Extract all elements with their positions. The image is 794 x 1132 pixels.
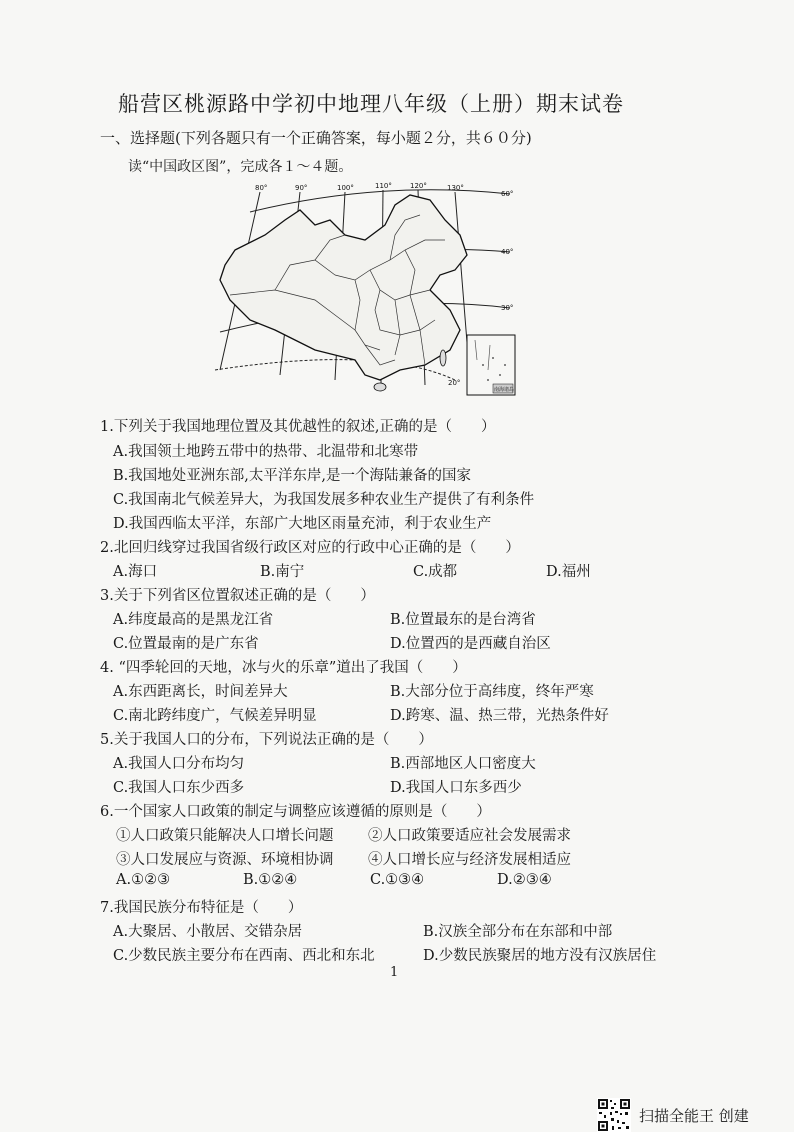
china-political-map <box>205 180 535 400</box>
question-2-option-b: B.南宁 <box>260 564 305 580</box>
question-6-statement-1: ①人口政策只能解决人口增长问题 <box>116 828 334 844</box>
question-5-option-b: B.西部地区人口密度大 <box>390 756 536 772</box>
question-6-statement-3: ③人口发展应与资源、环境相协调 <box>116 852 334 868</box>
south-china-sea-inset <box>467 335 515 395</box>
question-4-option-d: D.跨寒、温、热三带，光热条件好 <box>390 708 609 724</box>
taiwan-island <box>440 350 446 366</box>
parallel-60 <box>250 190 510 212</box>
question-3-option-b: B.位置最东的是台湾省 <box>390 612 536 628</box>
scanner-watermark <box>597 1098 749 1132</box>
question-6-option-b: B.①②④ <box>243 872 298 888</box>
question-3-stem: 3.关于下列省区位置叙述正确的是（ ） <box>100 588 375 604</box>
question-6-option-c: C.①③④ <box>370 872 425 888</box>
scanner-watermark-text: 扫描全能王 创建 <box>639 1106 749 1125</box>
question-3-option-d: D.位置西的是西藏自治区 <box>390 636 551 652</box>
question-7-option-c: C.少数民族主要分布在西南、西北和东北 <box>113 948 375 964</box>
question-3-option-c: C.位置最南的是广东省 <box>113 636 259 652</box>
question-5-option-d: D.我国人口东多西少 <box>390 780 522 796</box>
question-4-option-c: C.南北跨纬度广，气候差异明显 <box>113 708 317 724</box>
question-2-option-a: A.海口 <box>113 564 158 580</box>
latitude-label: 20° <box>448 379 461 387</box>
section-header: 一、选择题(下列各题只有一个正确答案，每小题２分，共６０分) <box>100 129 532 147</box>
question-6-stem: 6.一个国家人口政策的制定与调整应该遵循的原则是（ ） <box>100 804 491 820</box>
question-1-option-a: A.我国领土地跨五带中的热带、北温带和北寒带 <box>113 444 419 460</box>
page-title: 船营区桃源路中学初中地理八年级（上册）期末试卷 <box>118 92 624 116</box>
longitude-label: 100° <box>337 184 354 192</box>
question-1-option-b: B.我国地处亚洲东部,太平洋东岸,是一个海陆兼备的国家 <box>113 468 471 484</box>
question-7-stem: 7.我国民族分布特征是（ ） <box>100 900 303 916</box>
question-2-option-c: C.成都 <box>413 564 458 580</box>
question-1-option-d: D.我国西临太平洋，东部广大地区雨量充沛，利于农业生产 <box>113 516 492 532</box>
question-7-option-d: D.少数民族聚居的地方没有汉族居住 <box>423 948 657 964</box>
longitude-label: 120° <box>410 182 427 190</box>
question-2-option-d: D.福州 <box>546 564 591 580</box>
latitude-label: 30° <box>501 304 514 312</box>
question-7-option-b: B.汉族全部分布在东部和中部 <box>423 924 613 940</box>
question-6-option-a: A.①②③ <box>116 872 171 888</box>
question-2-stem: 2.北回归线穿过我国省级行政区对应的行政中心正确的是（ ） <box>100 540 520 556</box>
question-5-stem: 5.关于我国人口的分布，下列说法正确的是（ ） <box>100 732 433 748</box>
hainan-island <box>374 383 386 391</box>
question-4-option-a: A.东西距离长，时间差异大 <box>113 684 288 700</box>
question-6-statement-4: ④人口增长应与经济发展相适应 <box>368 852 571 868</box>
question-5-option-a: A.我国人口分布均匀 <box>113 756 245 772</box>
question-6-statement-2: ②人口政策要适应社会发展需求 <box>368 828 571 844</box>
page-number: 1 <box>390 965 399 980</box>
question-1-stem: 1.下列关于我国地理位置及其优越性的叙述,正确的是（ ） <box>100 419 496 435</box>
longitude-label: 80° <box>255 184 268 192</box>
longitude-label: 110° <box>375 182 392 190</box>
question-5-option-c: C.我国人口东少西多 <box>113 780 245 796</box>
map-intro: 读“中国政区图”，完成各１～４题。 <box>128 159 353 175</box>
latitude-label: 60° <box>501 190 514 198</box>
inset-label: 南海诸岛 <box>494 387 515 393</box>
longitude-label: 130° <box>447 184 464 192</box>
longitude-label: 90° <box>295 184 308 192</box>
question-4-option-b: B.大部分位于高纬度，终年严寒 <box>390 684 594 700</box>
question-4-stem: 4. “四季轮回的天地，冰与火的乐章”道出了我国（ ） <box>100 660 467 676</box>
question-3-option-a: A.纬度最高的是黑龙江省 <box>113 612 274 628</box>
latitude-label: 40° <box>501 248 514 256</box>
qr-code-icon <box>597 1098 631 1132</box>
question-7-option-a: A.大聚居、小散居、交错杂居 <box>113 924 303 940</box>
question-1-option-c: C.我国南北气候差异大，为我国发展多种农业生产提供了有利条件 <box>113 492 535 508</box>
question-6-option-d: D.②③④ <box>497 872 552 888</box>
